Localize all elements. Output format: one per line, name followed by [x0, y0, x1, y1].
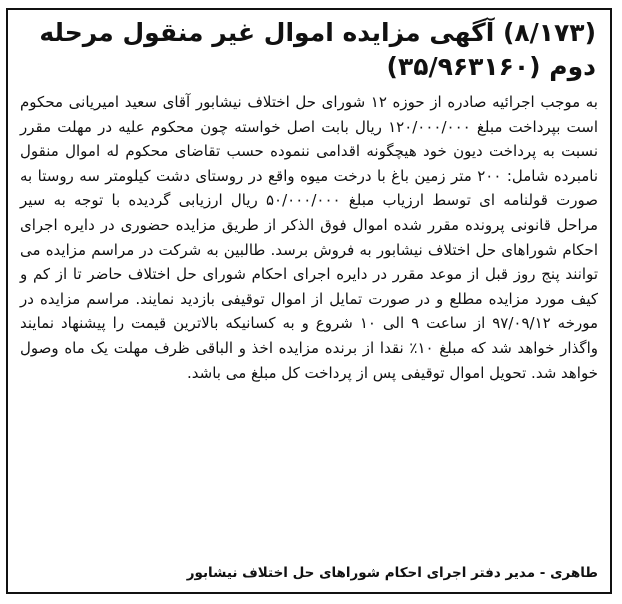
- notice-title-line1: (۸/۱۷۳) آگهی مزایده اموال غیر منقول مرحله: [39, 18, 596, 47]
- notice-signature: طاهری - مدیر دفتر اجرای احکام شوراهای حل اختلاف نیشابور: [186, 565, 598, 581]
- notice-body: به موجب اجرائیه صادره از حوزه ۱۲ شورای حل اختلاف نیشابور آقای سعید امیریانی محکوم است بپرداخت مبلغ ۱۲۰/۰۰۰/۰۰۰ ریال بابت اصل خواسته چون محکوم علیه در مهلت مقرر نسبت به پرداخت دیون خود هیچگونه اقدامی ننموده حسب تقاضای محکوم له اموال منقول نامبرده شامل: ۲۰۰ متر زمین باغ با درخت میوه واقع در روستای دشت کیلومتر سه روستا به صورت قولنامه ای توسط ارزیاب مبلغ ۵۰/۰۰۰/۰۰۰ ریال ارزیابی گردیده با توجه به سیر مراحل قانونی پرونده مقرر شده اموال فوق الذکر از طریق مزایده حضوری در دایره اجرای احکام شوراهای حل اختلاف نیشابور به فروش برسد. طالبین به شرکت در مراسم مزایده می توانند پنج روز قبل از موعد مقرر در دایره اجرای احکام شورای حل اختلاف حاضر تا از کم و کیف مورد مزایده مطلع و در صورت تمایل از اموال توقیفی بازدید نمایند. مراسم مزایده در مورخه ۹۷/۰۹/۱۲ از ساعت ۹ الی ۱۰ شروع و به کسانیکه بالاترین قیمت را پیشنهاد نمایند واگذار خواهد شد که مبلغ ۱۰٪ نقدا از برنده مزایده اخذ و الباقی ظرف مهلت یک ماه وصول خواهد شد. تحویل اموال توقیفی پس از پرداخت کل مبلغ می باشد.: [20, 93, 599, 382]
- notice-title: [22, 16, 596, 84]
- notice-title-line2: دوم (۳۵/۹۶۳۱۶۰): [386, 52, 596, 81]
- notice-frame: [6, 8, 612, 594]
